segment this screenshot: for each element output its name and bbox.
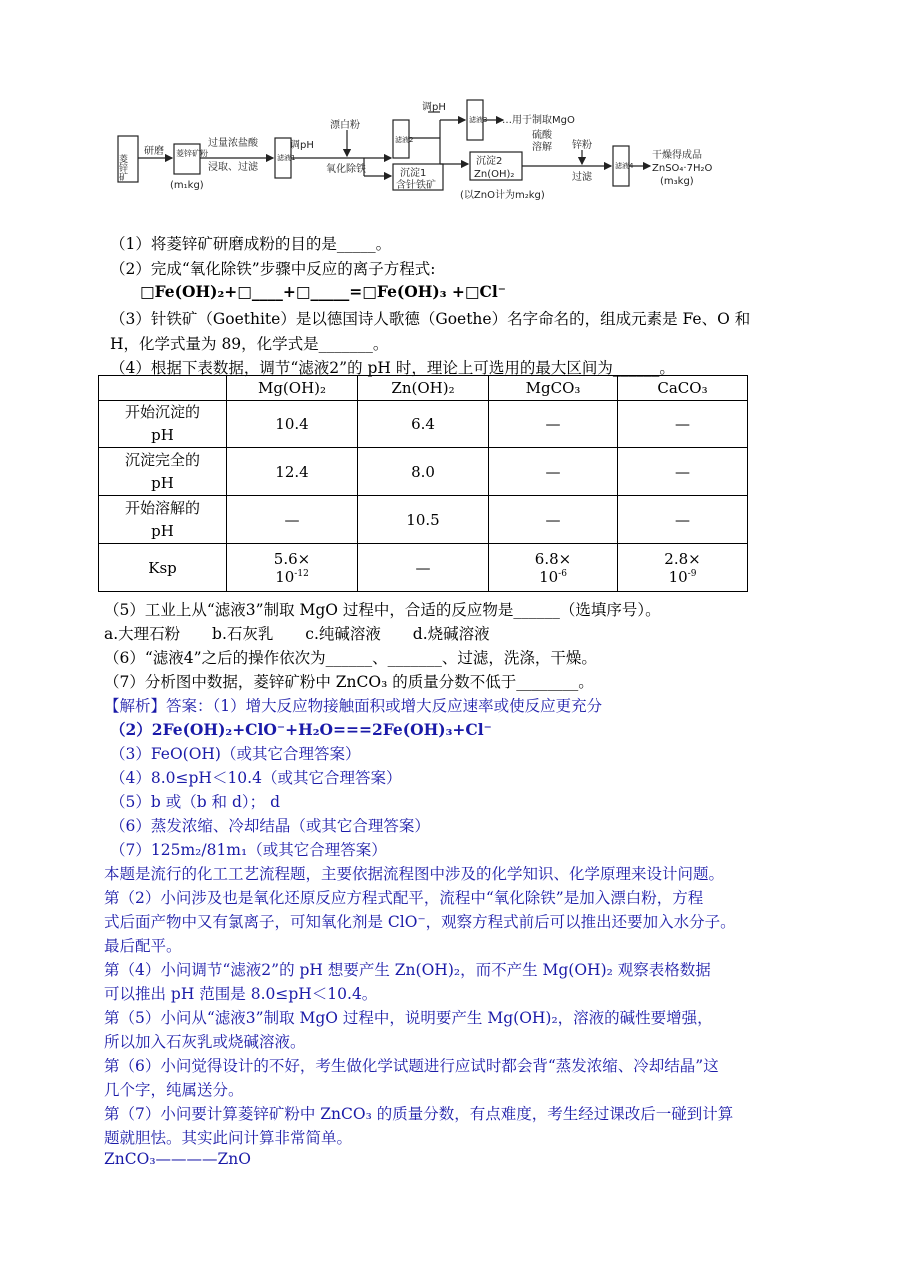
question-3-line-2: H，化学式量为 89，化学式是_______。 [110,335,389,353]
table-cell: 10.4 [227,401,358,448]
table-row [99,448,748,496]
header-cell: CaCO₃ [618,376,748,401]
analysis-answer-7: （7）125m₂/81m₁（或其它合理答案） [110,841,387,859]
product-label-1: 干燥得成品 [652,150,702,161]
question-5-options [104,622,490,644]
analysis-paragraph-5-line-2: 所以加入石灰乳或烧碱溶液。 [104,1033,306,1051]
option-b: b.石灰乳 [212,625,274,643]
precipitate1-label: 沉淀1 [400,168,427,179]
leach-label: 浸取、过滤 [208,162,258,173]
question-4: （4）根据下表数据，调节“滤液2”的 pH 时，理论上可选用的最大区间为______。 [110,359,675,377]
option-a: a.大理石粉 [104,625,181,643]
filtrate3-label: 滤液3 [469,116,488,124]
precipitate2-sub: Zn(OH)₂ [474,169,515,180]
zn-label: 锌粉 [572,140,592,151]
precipitate2-label: 沉淀2 [476,156,503,167]
analysis-answer-3: （3）FeO(OH)（或其它合理答案） [110,745,361,763]
analysis-paragraph-7-line-2: 题就胆怯。其实此问计算非常简单。 [104,1129,353,1147]
ore-label: 菱锌矿 [117,154,127,181]
table-cell: — [618,496,748,544]
header-cell: MgCO₃ [489,376,618,401]
analysis-paragraph-4-line-2: 可以推出 pH 范围是 8.0≤pH＜10.4。 [104,985,378,1003]
analysis-paragraph-4-line-1: 第（4）小问调节“滤液2”的 pH 想要产生 Zn(OH)₂，而不产生 Mg(OH)₂ 观察表格数据 [104,961,711,979]
data-table [98,375,748,592]
row-label: 开始沉淀的 pH [99,401,227,448]
table-cell: — [227,496,358,544]
precipitate2-mass: (以ZnO计为m₂kg) [460,190,545,201]
table-row-ksp [99,544,748,592]
question-2-equation: □Fe(OH)₂+□____+□_____=□Fe(OH)₃ +□Cl⁻ [140,282,506,301]
table-cell: 12.4 [227,448,358,496]
ksp-mgoh2: 5.6× $10^{-12}$ [227,544,358,592]
filter-label: 过滤 [572,172,592,183]
table-row [99,401,748,448]
analysis-paragraph-2-line-1: 第（2）小问涉及也是氧化还原反应方程式配平，流程中“氧化除铁”是加入漂白粉，方程 [104,889,704,907]
row-label: 沉淀完全的 pH [99,448,227,496]
table-row [99,496,748,544]
row-label: Ksp [99,544,227,592]
question-2: （2）完成“氧化除铁”步骤中反应的离子方程式: [110,260,436,278]
analysis-paragraph-2-line-2: 式后面产物中又有氯离子，可知氧化剂是 ClO⁻，观察方程式前后可以推出还要加入水分子。 [104,913,736,931]
analysis-paragraph-6-line-2: 几个字，纯属送分。 [104,1081,244,1099]
analysis-answer-1: 【解析】答案：（1）增大反应物接触面积或增大反应速率或使反应更充分 [104,697,603,715]
bleach-label: 漂白粉 [330,120,360,131]
table-cell: 6.4 [358,401,489,448]
table-cell: — [618,401,748,448]
product-label-3: (m₃kg) [660,176,694,187]
question-5: （5）工业上从“滤液3”制取 MgO 过程中，合适的反应物是______（选填序号）。 [104,601,661,619]
header-cell [99,376,227,401]
filtrate2-label: 滤液2 [395,136,414,144]
table-cell: — [618,448,748,496]
analysis-answer-2: （2）2Fe(OH)₂+ClO⁻+H₂O===2Fe(OH)₃+Cl⁻ [110,720,492,739]
analysis-paragraph-5-line-1: 第（5）小问从“滤液3”制取 MgO 过程中，说明要产生 Mg(OH)₂，溶液的碱性要增强， [104,1009,713,1027]
analysis-paragraph-1: 本题是流行的化工工艺流程题，主要依据流程图中涉及的化学知识、化学原理来设计问题。 [104,865,725,883]
question-6: （6）“滤液4”之后的操作依次为______、_______、过滤，洗涤，干燥。 [104,649,597,667]
process-flow-diagram [110,98,750,218]
table-cell: — [489,448,618,496]
analysis-paragraph-6-line-1: 第（6）小问觉得设计的不好，考生做化学试题进行应试时都会背“蒸发浓缩、冷却结晶”这 [104,1057,719,1075]
acid-label-1: 硫酸 [532,130,552,141]
ph2-label: 调pH [422,102,446,113]
table-header-row [99,376,748,401]
grind-label: 研磨 [144,146,164,157]
analysis-paragraph-2-line-3: 最后配平。 [104,937,182,955]
ksp-znoh2: — [358,544,489,592]
filtrate4-label: 滤液4 [615,162,634,170]
analysis-paragraph-7-line-1: 第（7）小问要计算菱锌矿粉中 ZnCO₃ 的质量分数，有点难度，考生经过课改后一碰到计算 [104,1105,734,1123]
filtrate1-label: 滤液1 [277,154,296,162]
ph1-label: 调pH [290,140,314,151]
table-cell: — [489,401,618,448]
header-cell: Mg(OH)₂ [227,376,358,401]
analysis-answer-6: （6）蒸发浓缩、冷却结晶（或其它合理答案） [110,817,430,835]
question-1: （1）将菱锌矿研磨成粉的目的是_____。 [110,235,392,253]
ksp-mgco3: 6.8× $10^{-6}$ [489,544,618,592]
analysis-answer-5: （5）b 或（b 和 d）； d [110,793,281,811]
option-d: d.烧碱溶液 [412,625,490,643]
acid-label-2: 溶解 [532,142,552,153]
analysis-answer-4: （4）8.0≤pH＜10.4（或其它合理答案） [110,769,402,787]
table-cell: 10.5 [358,496,489,544]
analysis-last-line: ZnCO₃————ZnO [104,1150,251,1168]
powder-label: 菱锌矿粉 [176,149,208,158]
question-3-line-1: （3）针铁矿（Goethite）是以德国诗人歌德（Goethe）名字命名的，组成元素是 Fe、O 和 [110,310,751,328]
header-cell: Zn(OH)₂ [358,376,489,401]
ksp-caco3: 2.8× $10^{-9}$ [618,544,748,592]
oxidation-label: 氧化除铁 [326,164,366,175]
powder-mass: (m₁kg) [170,180,204,191]
hcl-label: 过量浓盐酸 [208,138,258,149]
question-7: （7）分析图中数据，菱锌矿粉中 ZnCO₃ 的质量分数不低于________。 [104,673,594,691]
mgo-label: …用于制取MgO [502,115,575,126]
precipitate1-sub: 含针铁矿 [396,180,436,191]
product-label-2: ZnSO₄·7H₂O [652,163,713,174]
option-c: c.纯碱溶液 [305,625,381,643]
table-cell: 8.0 [358,448,489,496]
row-label: 开始溶解的 pH [99,496,227,544]
table-cell: — [489,496,618,544]
